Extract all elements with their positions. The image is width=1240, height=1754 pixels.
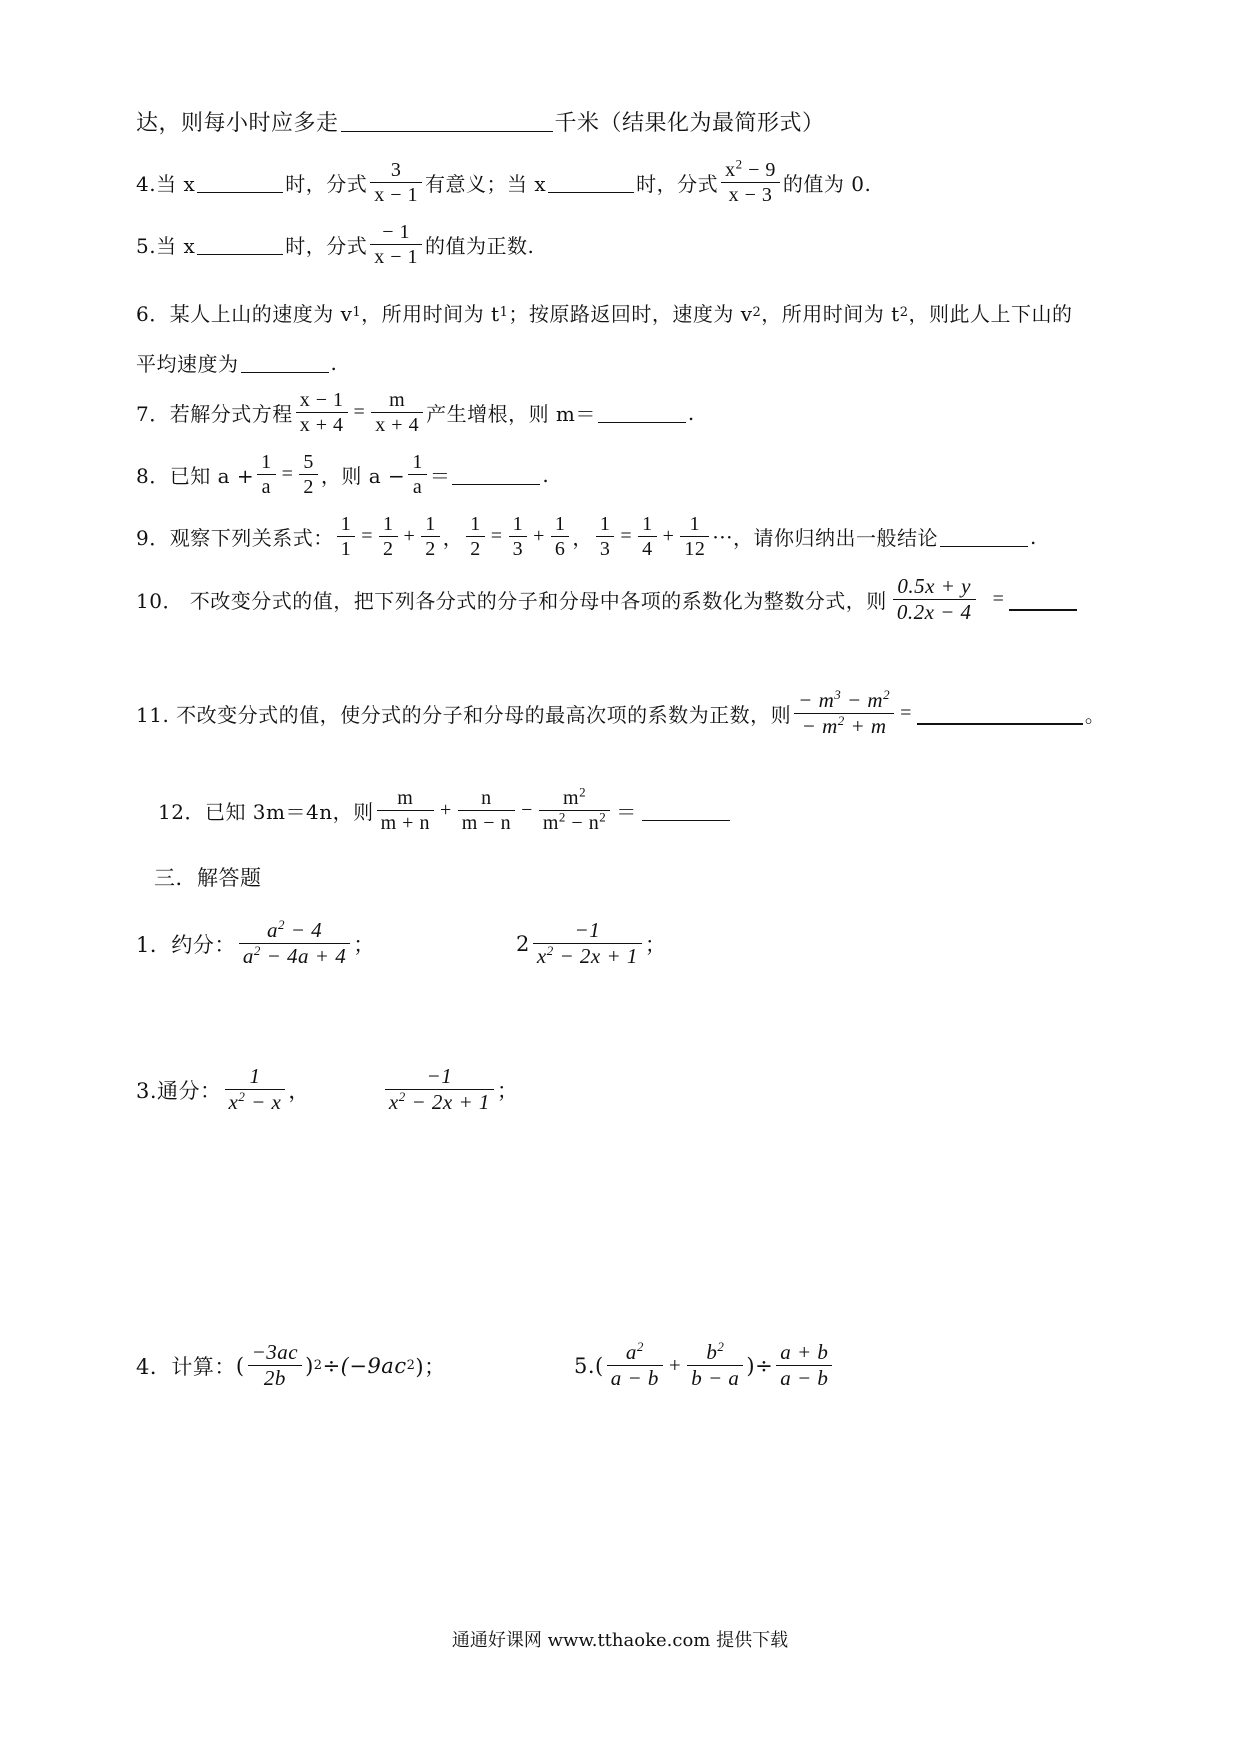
q9-frac: $\frac{1}{12}$ xyxy=(680,512,709,561)
q5-label: 5.当 x xyxy=(136,234,196,258)
a5-f1-den: a − b xyxy=(610,1366,659,1390)
q12-f3-den: $m^2 - n^2$ xyxy=(542,809,607,834)
q8-equals: = xyxy=(281,463,294,485)
q10-answer-blank[interactable] xyxy=(1009,589,1077,611)
q12-fraction-1 xyxy=(377,786,434,835)
a4-close-semicolon: )； xyxy=(415,1354,446,1379)
q3-text: 达，则每小时应多走 xyxy=(136,111,339,136)
a5-label: 5.( xyxy=(574,1353,604,1378)
a2-fraction xyxy=(533,918,642,969)
a5-close-divide: )÷ xyxy=(746,1353,774,1378)
answer-question-1 xyxy=(136,918,375,969)
q4-frac2-den: x − 3 xyxy=(728,184,773,206)
q12-answer-blank[interactable] xyxy=(642,800,730,821)
a1-label: 1．约分： xyxy=(136,932,236,957)
a4-num: −3ac xyxy=(251,1340,299,1364)
a4-close-paren: ) xyxy=(305,1353,314,1378)
a5-fraction-2 xyxy=(687,1340,743,1391)
question-9 xyxy=(136,512,1037,561)
q4-frac2-num: $x^2 - 9$ xyxy=(725,156,776,181)
a1-fraction xyxy=(239,918,350,969)
q4-text-b: 有意义；当 x xyxy=(425,172,547,196)
a5-f1-num: $a^2$ xyxy=(625,1339,644,1364)
answer-question-3 xyxy=(136,1064,518,1115)
a4-open-paren: ( xyxy=(235,1353,245,1378)
q9-plus: + xyxy=(662,525,675,547)
q4-blank-2[interactable] xyxy=(548,172,634,193)
q3-answer-blank[interactable] xyxy=(341,111,553,132)
q4-text-c: 时，分式 xyxy=(636,172,719,196)
q9-frac: $\frac{1}{2}$ xyxy=(421,512,440,561)
q7-frac1-den: x + 4 xyxy=(299,414,344,436)
q4-blank-1[interactable] xyxy=(197,172,283,193)
a3-f2-den: $x^2 - 2x + 1$ xyxy=(388,1089,490,1114)
q8-fraction-2 xyxy=(299,450,318,499)
a3-fraction-1 xyxy=(225,1064,286,1115)
q11-num: − $m^3 - m^2$ xyxy=(798,687,891,712)
a3-f2-num: −1 xyxy=(426,1064,453,1088)
q8-frac2-den: 2 xyxy=(303,476,314,498)
q11-label: 11. 不改变分式的值，使分式的分子和分母的最高次项的系数为正数，则 xyxy=(136,703,792,727)
answer-question-5 xyxy=(574,1340,835,1391)
a5-f3-den: a − b xyxy=(780,1366,829,1390)
q9-frac: $\frac{1}{1}$ xyxy=(337,512,356,561)
q4-frac1-num: 3 xyxy=(390,159,402,181)
q8-answer-blank[interactable] xyxy=(452,464,540,485)
q12-f2-den: m − n xyxy=(461,812,512,834)
a5-fraction-3 xyxy=(776,1340,832,1391)
q4-text-d: 的值为 0. xyxy=(782,172,872,196)
q9-plus: + xyxy=(403,525,416,547)
q9-frac: $\frac{1}{2}$ xyxy=(379,512,398,561)
a5-f2-num: $b^2$ xyxy=(706,1339,725,1364)
q12-fraction-3 xyxy=(539,786,610,835)
q9-separator: ， xyxy=(572,526,593,550)
q4-label: 4.当 x xyxy=(136,172,196,196)
q8-frac3-den: a xyxy=(412,476,423,498)
a3-label: 3.通分： xyxy=(136,1078,222,1103)
q10-fraction xyxy=(893,574,976,625)
q11-den: − $m^2 + m$ xyxy=(801,713,887,738)
q6-text-5: ，则此人上下山的 xyxy=(908,302,1073,326)
q11-equals: = xyxy=(900,702,912,724)
q7-label: 7．若解分式方程 xyxy=(136,402,293,426)
q4-frac1-den: x − 1 xyxy=(374,184,418,206)
q10-den: 0.2x − 4 xyxy=(896,600,972,624)
q6-text-1: 6．某人上山的速度为 v xyxy=(136,302,353,326)
q7-fraction-1 xyxy=(296,388,348,437)
q5-fraction xyxy=(370,220,422,269)
q8-text: ，则 a − xyxy=(320,464,406,488)
q9-answer-blank[interactable] xyxy=(940,526,1028,547)
q8-fraction-3 xyxy=(408,450,427,499)
q12-label: 12．已知 3m＝4n，则 xyxy=(158,800,374,824)
q9-equals: = xyxy=(620,525,633,547)
q11-answer-blank[interactable] xyxy=(917,703,1083,725)
q9-equals: = xyxy=(490,525,503,547)
q12-fraction-2 xyxy=(458,786,515,835)
question-12 xyxy=(158,786,732,835)
q5-frac-num: − 1 xyxy=(382,221,410,243)
page-footer: 通通好课网 www.tthaoke.com 提供下载 xyxy=(451,1630,789,1651)
q4-fraction-1 xyxy=(370,158,422,207)
q7-frac1-num: x − 1 xyxy=(299,389,344,411)
q5-blank[interactable] xyxy=(197,234,283,255)
q8-frac1-num: 1 xyxy=(261,451,272,473)
q12-f1-num: m xyxy=(397,787,414,809)
q7-text: 产生增根，则 m＝ xyxy=(426,402,596,426)
a1-num: $a^2 - 4$ xyxy=(266,917,323,942)
a2-label: 2 xyxy=(516,931,530,956)
q12-equals: ＝ xyxy=(616,802,637,824)
q6-answer-blank[interactable] xyxy=(241,352,329,373)
a4-divide-term: ÷(−9ac xyxy=(322,1353,407,1378)
q12-plus: + xyxy=(439,799,452,821)
q10-label: 10． 不改变分式的值，把下列各分式的分子和分母中各项的系数化为整数分式，则 xyxy=(136,589,887,613)
section-3-title xyxy=(154,862,262,892)
q6-text-2: ，所用时间为 t xyxy=(361,302,500,326)
a5-f2-den: b − a xyxy=(691,1366,740,1390)
question-11 xyxy=(136,688,1105,739)
q9-frac: $\frac{1}{4}$ xyxy=(638,512,657,561)
question-5 xyxy=(136,220,534,269)
a5-plus: + xyxy=(668,1353,682,1377)
q9-frac: $\frac{1}{6}$ xyxy=(551,512,570,561)
a3-comma: ， xyxy=(288,1078,310,1103)
q7-frac2-num: m xyxy=(389,389,406,411)
answer-question-2 xyxy=(516,918,666,969)
q8-end: . xyxy=(542,462,550,487)
q9-end: . xyxy=(1030,524,1037,549)
q7-equals: = xyxy=(353,401,366,423)
q8-frac1-den: a xyxy=(261,476,272,498)
q7-answer-blank[interactable] xyxy=(598,402,686,423)
a5-f3-num: a + b xyxy=(780,1340,829,1364)
question-7 xyxy=(136,388,695,437)
a4-fraction xyxy=(248,1340,303,1391)
q12-f3-num: $m^2$ xyxy=(563,784,587,809)
q9-plus: + xyxy=(533,525,545,547)
answer-question-4: 4．计算： ( $\frac{-3ac}{2b}$ ) 2 ÷(−9ac 2 )； xyxy=(136,1340,446,1390)
q9-separator: ， xyxy=(442,526,464,550)
q7-fraction-2 xyxy=(371,388,423,437)
q5-text-b: 的值为正数. xyxy=(425,234,535,258)
a4-label: 4．计算： xyxy=(136,1354,236,1379)
q7-end: . xyxy=(687,400,695,425)
q12-f1-den: m + n xyxy=(380,812,430,834)
q6-text-3: ；按原路返回时，速度为 v xyxy=(508,302,753,326)
a3-fraction-2 xyxy=(385,1064,494,1115)
q7-frac2-den: x + 4 xyxy=(375,414,420,436)
a4-den: 2b xyxy=(263,1366,286,1390)
question-6-line-2 xyxy=(136,348,337,377)
q9-frac: $\frac{1}{3}$ xyxy=(596,512,615,561)
a1-den: $a^2 - 4a + 4$ xyxy=(242,943,347,968)
a2-den: $x^2 - 2x + 1$ xyxy=(536,943,638,968)
q4-fraction-2 xyxy=(721,158,780,207)
q10-equals: = xyxy=(992,588,1005,610)
question-8 xyxy=(136,450,549,499)
a3-f1-den: $x^2 - x$ xyxy=(228,1089,282,1114)
a1-semicolon: ； xyxy=(353,932,375,957)
a3-semicolon: ； xyxy=(496,1078,519,1103)
q9-equals: = xyxy=(361,525,374,547)
question-10 xyxy=(136,574,1079,625)
q11-end: 。 xyxy=(1084,703,1106,727)
q8-text-b: ＝ xyxy=(429,464,451,488)
q8-frac2-num: 5 xyxy=(303,451,314,473)
q6-text-4: ，所用时间为 t xyxy=(761,302,900,326)
question-3-line xyxy=(136,106,825,137)
a3-f1-num: 1 xyxy=(249,1064,261,1088)
q4-text-a: 时，分式 xyxy=(285,172,368,196)
q5-frac-den: x − 1 xyxy=(374,246,418,268)
q9-ellipsis: ··· xyxy=(712,524,733,549)
q12-f2-num: n xyxy=(481,787,492,809)
q6-line2-text: 平均速度为 xyxy=(136,352,239,376)
q3-text-tail: 千米（结果化为最简形式） xyxy=(554,111,825,136)
a5-fraction-1 xyxy=(607,1340,663,1391)
q9-frac: $\frac{1}{2}$ xyxy=(466,512,485,561)
a2-num: −1 xyxy=(574,918,601,942)
q9-frac: $\frac{1}{3}$ xyxy=(509,512,528,561)
q8-frac3-num: 1 xyxy=(412,451,423,473)
q11-fraction xyxy=(794,688,894,739)
question-4 xyxy=(136,158,871,207)
q6-end: . xyxy=(330,350,338,375)
q10-num: 0.5x + y xyxy=(897,574,971,598)
q8-label: 8．已知 a + xyxy=(136,464,255,488)
q9-label: 9．观察下列关系式： xyxy=(136,526,334,550)
q8-fraction-1 xyxy=(257,450,276,499)
q12-minus: − xyxy=(521,799,533,821)
q5-text-a: 时，分式 xyxy=(285,234,368,258)
question-6-line-1: 6．某人上山的速度为 v 1 ，所用时间为 t 1 ；按原路返回时，速度为 v 2 ，所用时间为 t 2 ，则此人上下山的 xyxy=(136,298,1072,327)
q9-text: ，请你归纳出一般结论 xyxy=(733,526,938,550)
section-title-text: 三．解答题 xyxy=(154,866,262,890)
a2-semicolon: ； xyxy=(644,932,667,957)
